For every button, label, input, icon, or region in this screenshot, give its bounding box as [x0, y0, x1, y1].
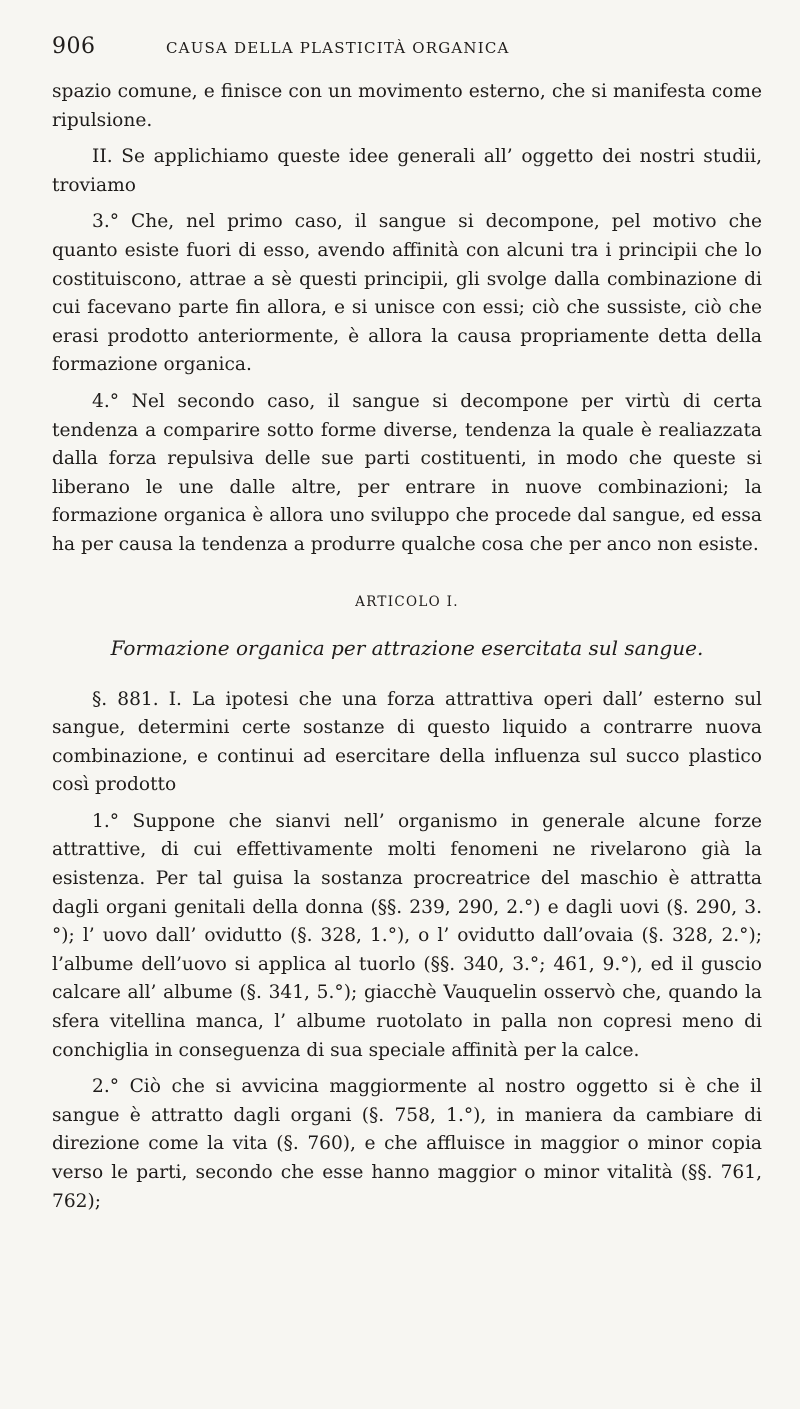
- paragraph-3: 3.° Che, nel primo caso, il sangue si decompone, pel motivo che quanto esiste fuori di esso, avendo affinità con alcuni tra i principii che lo costituiscono, attrae a sè questi principii, gli svolge dalla combinazione di cui facevano parte fin allora, e si unisce con essi; ciò che sussiste, ciò che erasi prodotto anteriormente, è allora la causa propriamente detta della formazione organica.: [52, 211, 762, 376]
- paragraph-continuation: spazio comune, e finisce con un movimento esterno, che si manifesta come ripulsione.: [52, 81, 762, 131]
- section-881-paragraph: §. 881. I. La ipotesi che una forza attrattiva operi dall’ esterno sul sangue, determini certe sostanze di questo liquido a contrarre nuova combinazione, e continui ad esercitare della influenza sul succo plastico così prodotto: [52, 688, 762, 796]
- article-label: ARTICOLO I.: [355, 593, 459, 610]
- page-header: [52, 34, 762, 64]
- running-head: CAUSA DELLA PLASTICITÀ ORGANICA: [166, 39, 510, 57]
- page-number: 906: [52, 34, 96, 59]
- paragraph-4: 4.° Nel secondo caso, il sangue si decompone per virtù di certa tendenza a comparire sotto forme diverse, tendenza la quale è realiazzata dalla forza repulsiva delle sue parti costituenti, in modo che queste si liberano le une dalle altre, per entrare in nuove combinazioni; la formazione organica è allora uno sviluppo che procede dal sangue, ed essa ha per causa la tendenza a produrre qualche cosa che per anco non esiste.: [52, 390, 762, 555]
- section-881-point-1: 1.° Suppone che sianvi nell’ organismo in generale alcune forze attrattive, di cui effettivamente molti fenomeni ne rivelarono già la esistenza. Per tal guisa la sostanza procreatrice del maschio è attratta dagli organi genitali della donna (§§. 239, 290, 2.°) e dagli uovi (§. 290, 3.°); l’ uovo dall’ ovidutto (§. 328, 1.°), o l’ ovidutto dall’ovaia (§. 328, 2.°); l’albume dell’uovo si applica al tuorlo (§§. 340, 3.°; 461, 9.°), ed il guscio calcare all’ albume (§. 341, 5.°); giacchè Vauquelin osservò che, quando la sfera vitellina manca, l’ albume ruotolato in palla non copresi meno di conchiglia in conseguenza di sua speciale affinità per la calce.: [52, 810, 762, 1061]
- book-page: [52, 34, 762, 1216]
- section-881-point-2: 2.° Ciò che si avvicina maggiormente al nostro oggetto si è che il sangue è attratto dagli organi (§. 758, 1.°), in maniera da cambiare di direzione come la vita (§. 760), e che affluisce in maggior o minor copia verso le parti, secondo che esse hanno maggior o minor vitalità (§§. 761, 762);: [52, 1076, 762, 1212]
- paragraph-ii: II. Se applichiamo queste idee generali all’ oggetto dei nostri studii, troviamo: [52, 146, 762, 196]
- article-title: Formazione organica per attrazione esercitata sul sangue.: [110, 635, 704, 660]
